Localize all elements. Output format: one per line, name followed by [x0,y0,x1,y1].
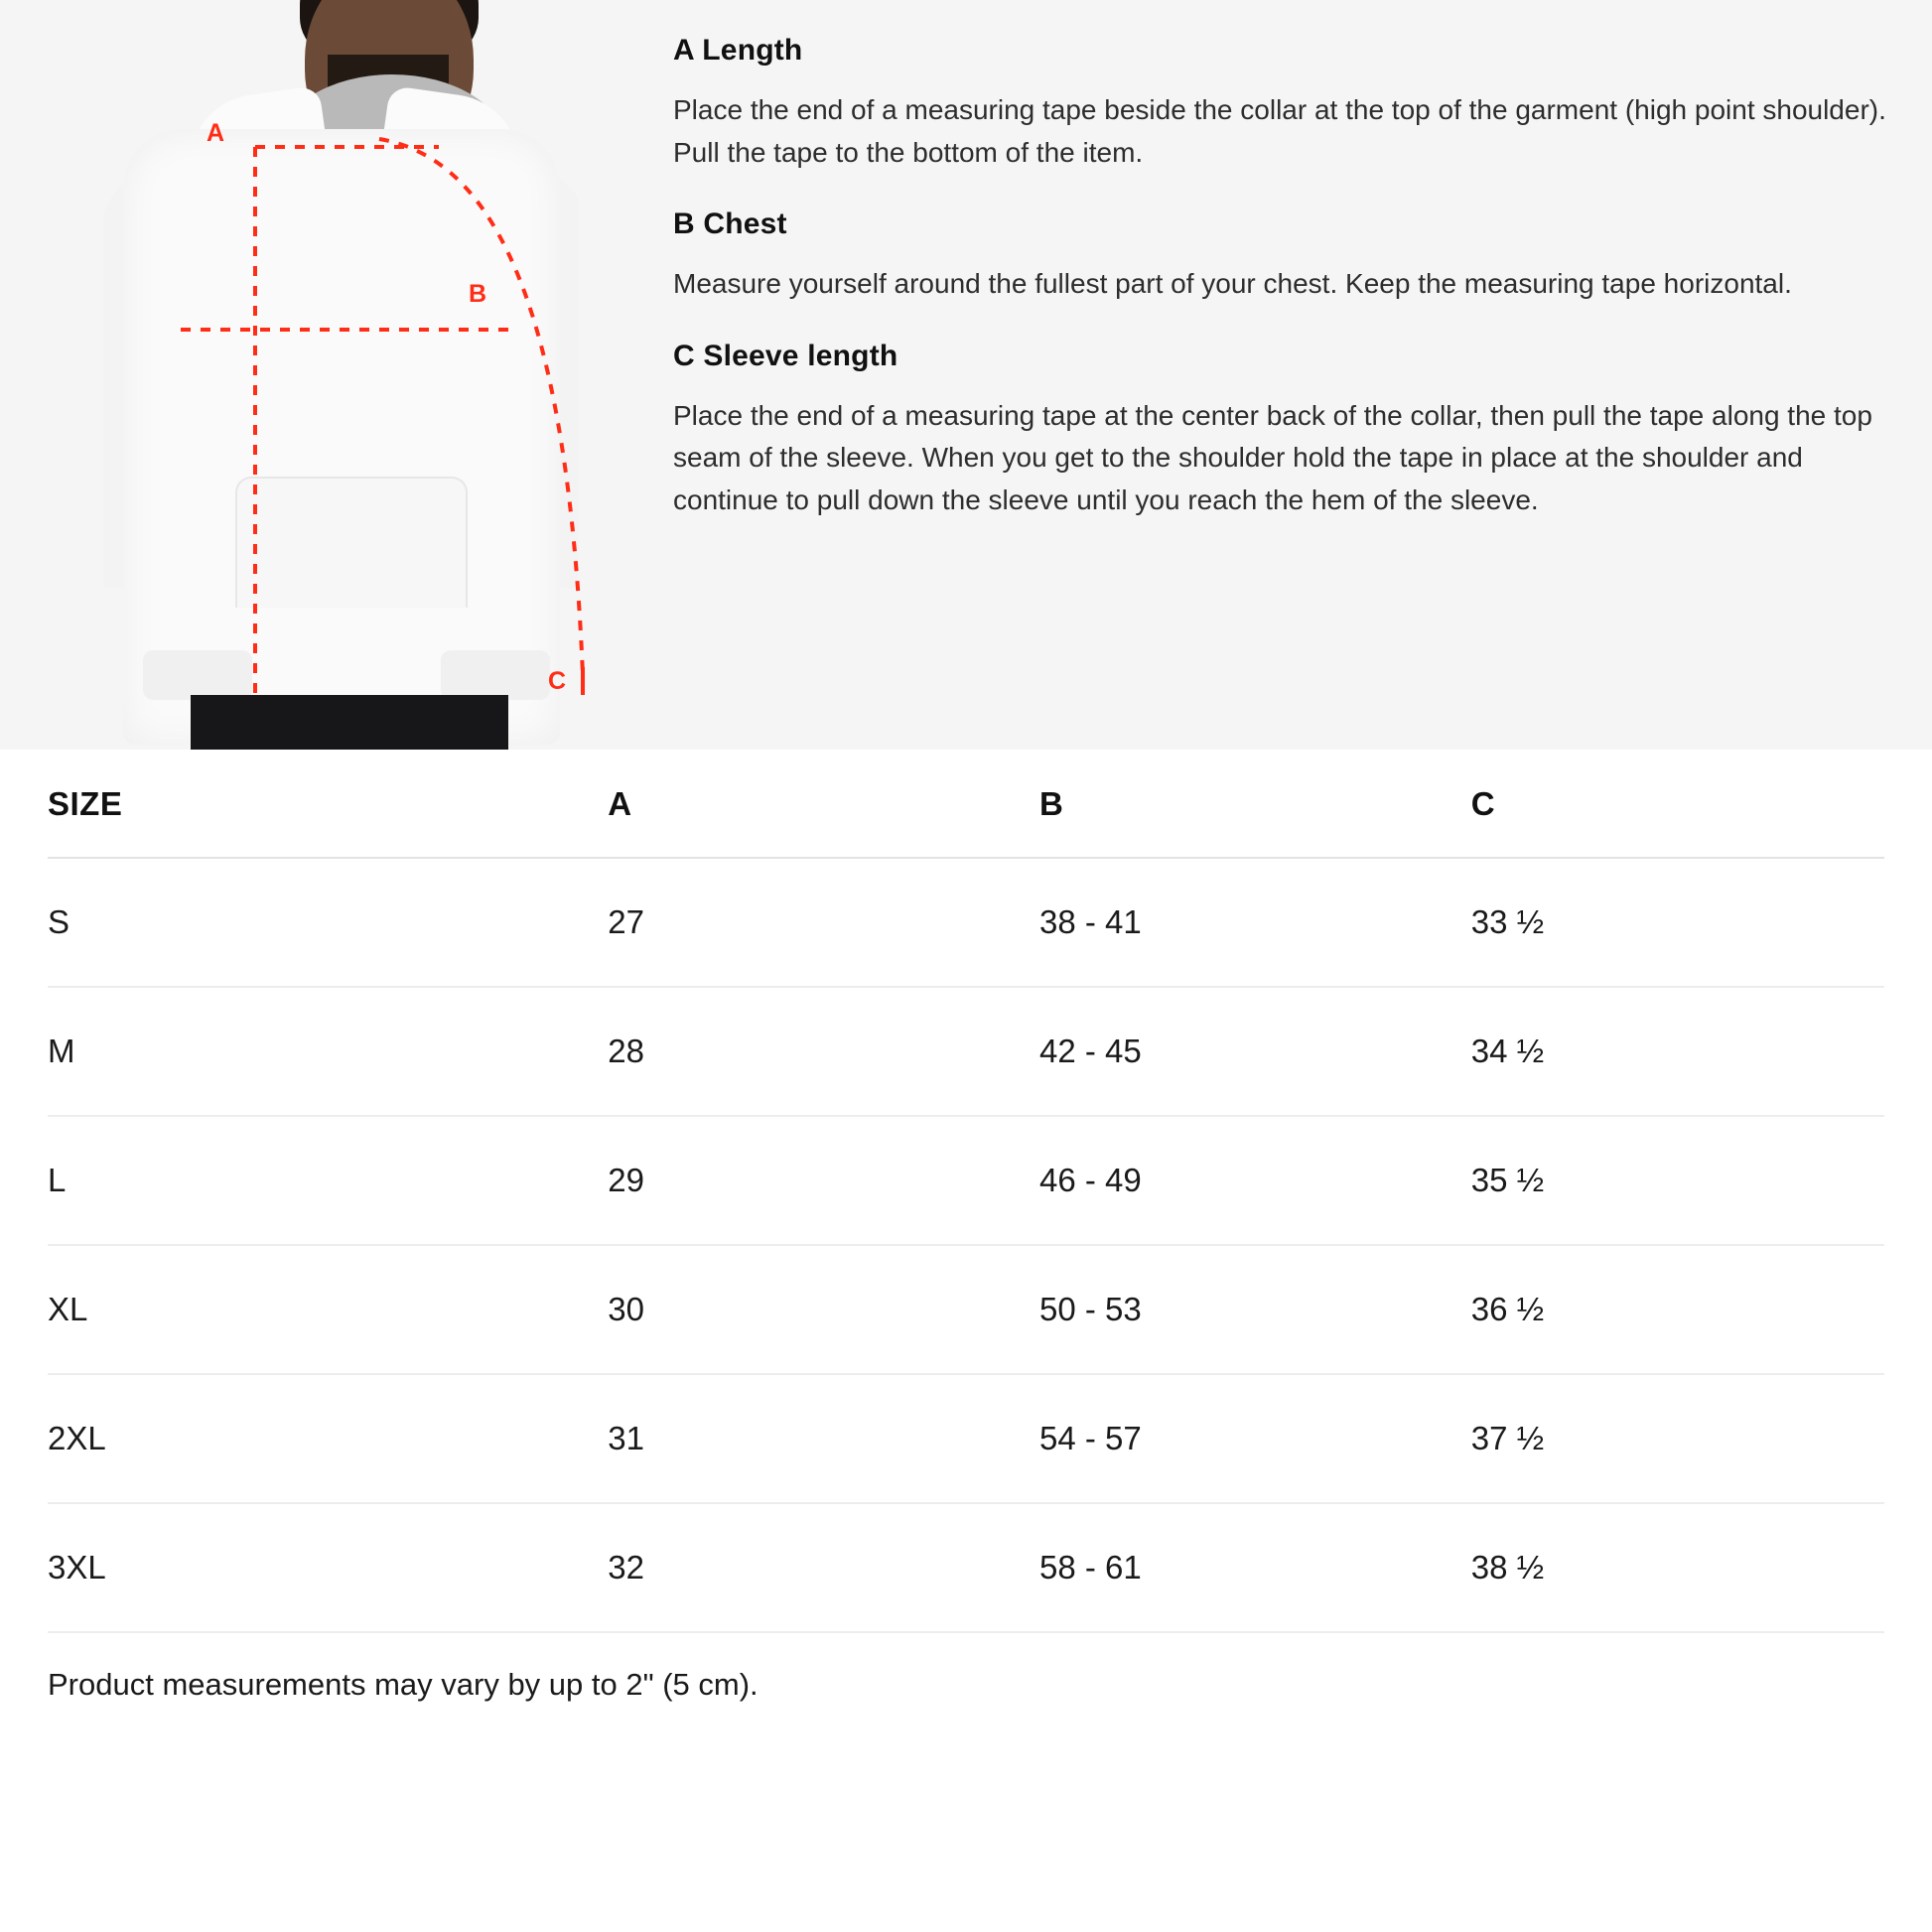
cell-size: S [48,858,608,987]
instruction-text-a: Place the end of a measuring tape beside the collar at the top of the garment (high point shoulder). Pull the tape to the bottom of the item. [673,94,1886,168]
cell-a: 29 [608,1116,1039,1245]
table-row [48,858,1884,987]
cell-c: 35 ½ [1471,1116,1884,1245]
cell-b: 38 - 41 [1039,858,1471,987]
cell-b: 58 - 61 [1039,1503,1471,1632]
instruction-heading-a: A Length [673,34,803,67]
table-header-row [48,750,1884,858]
cell-a: 31 [608,1374,1039,1503]
cell-b: 54 - 57 [1039,1374,1471,1503]
cell-size: 2XL [48,1374,608,1503]
column-header-a: A [608,750,1039,858]
table-row [48,1245,1884,1374]
kangaroo-pocket [235,477,468,608]
column-header-b: B [1039,750,1471,858]
hoodie-photo [52,0,637,750]
cell-b: 42 - 45 [1039,987,1471,1116]
measurement-info-panel [0,0,1932,750]
column-header-c: C [1471,750,1884,858]
measurement-instructions [637,0,1932,750]
diagram-label-c: C [548,667,567,695]
instruction-heading-c: C Sleeve length [673,339,898,372]
cell-c: 34 ½ [1471,987,1884,1116]
cell-c: 38 ½ [1471,1503,1884,1632]
instruction-text-c: Place the end of a measuring tape at the center back of the collar, then pull the tape along the top seam of the sleeve. When you get to the shoulder hold the tape in place at the shoulder and continue to pull down the sleeve until you reach the hem of the sleeve. [673,399,1872,515]
photo-mask-left [52,0,103,750]
cell-size: XL [48,1245,608,1374]
table-row [48,1503,1884,1632]
column-header-size: SIZE [48,750,608,858]
table-row [48,987,1884,1116]
size-chart-table [48,750,1884,1633]
cell-a: 28 [608,987,1039,1116]
cell-c: 33 ½ [1471,858,1884,987]
cuff-left [143,650,252,700]
cuff-right [441,650,550,700]
photo-mask-right [578,0,637,750]
cell-b: 46 - 49 [1039,1116,1471,1245]
cell-b: 50 - 53 [1039,1245,1471,1374]
instruction-heading-b: B Chest [673,207,787,241]
cell-c: 37 ½ [1471,1374,1884,1503]
cell-a: 32 [608,1503,1039,1632]
model-pants [191,695,508,750]
table-row [48,1116,1884,1245]
cell-c: 36 ½ [1471,1245,1884,1374]
cell-a: 30 [608,1245,1039,1374]
cell-a: 27 [608,858,1039,987]
measurement-disclaimer: Product measurements may vary by up to 2" (5 cm). [48,1667,759,1702]
instruction-text-b: Measure yourself around the fullest part of your chest. Keep the measuring tape horizontal. [673,268,1792,300]
garment-measurement-diagram [52,0,637,750]
table-row [48,1374,1884,1503]
cell-size: 3XL [48,1503,608,1632]
cell-size: M [48,987,608,1116]
cell-size: L [48,1116,608,1245]
diagram-label-a: A [207,119,225,147]
size-table-container [0,750,1932,1633]
diagram-label-b: B [469,280,487,308]
